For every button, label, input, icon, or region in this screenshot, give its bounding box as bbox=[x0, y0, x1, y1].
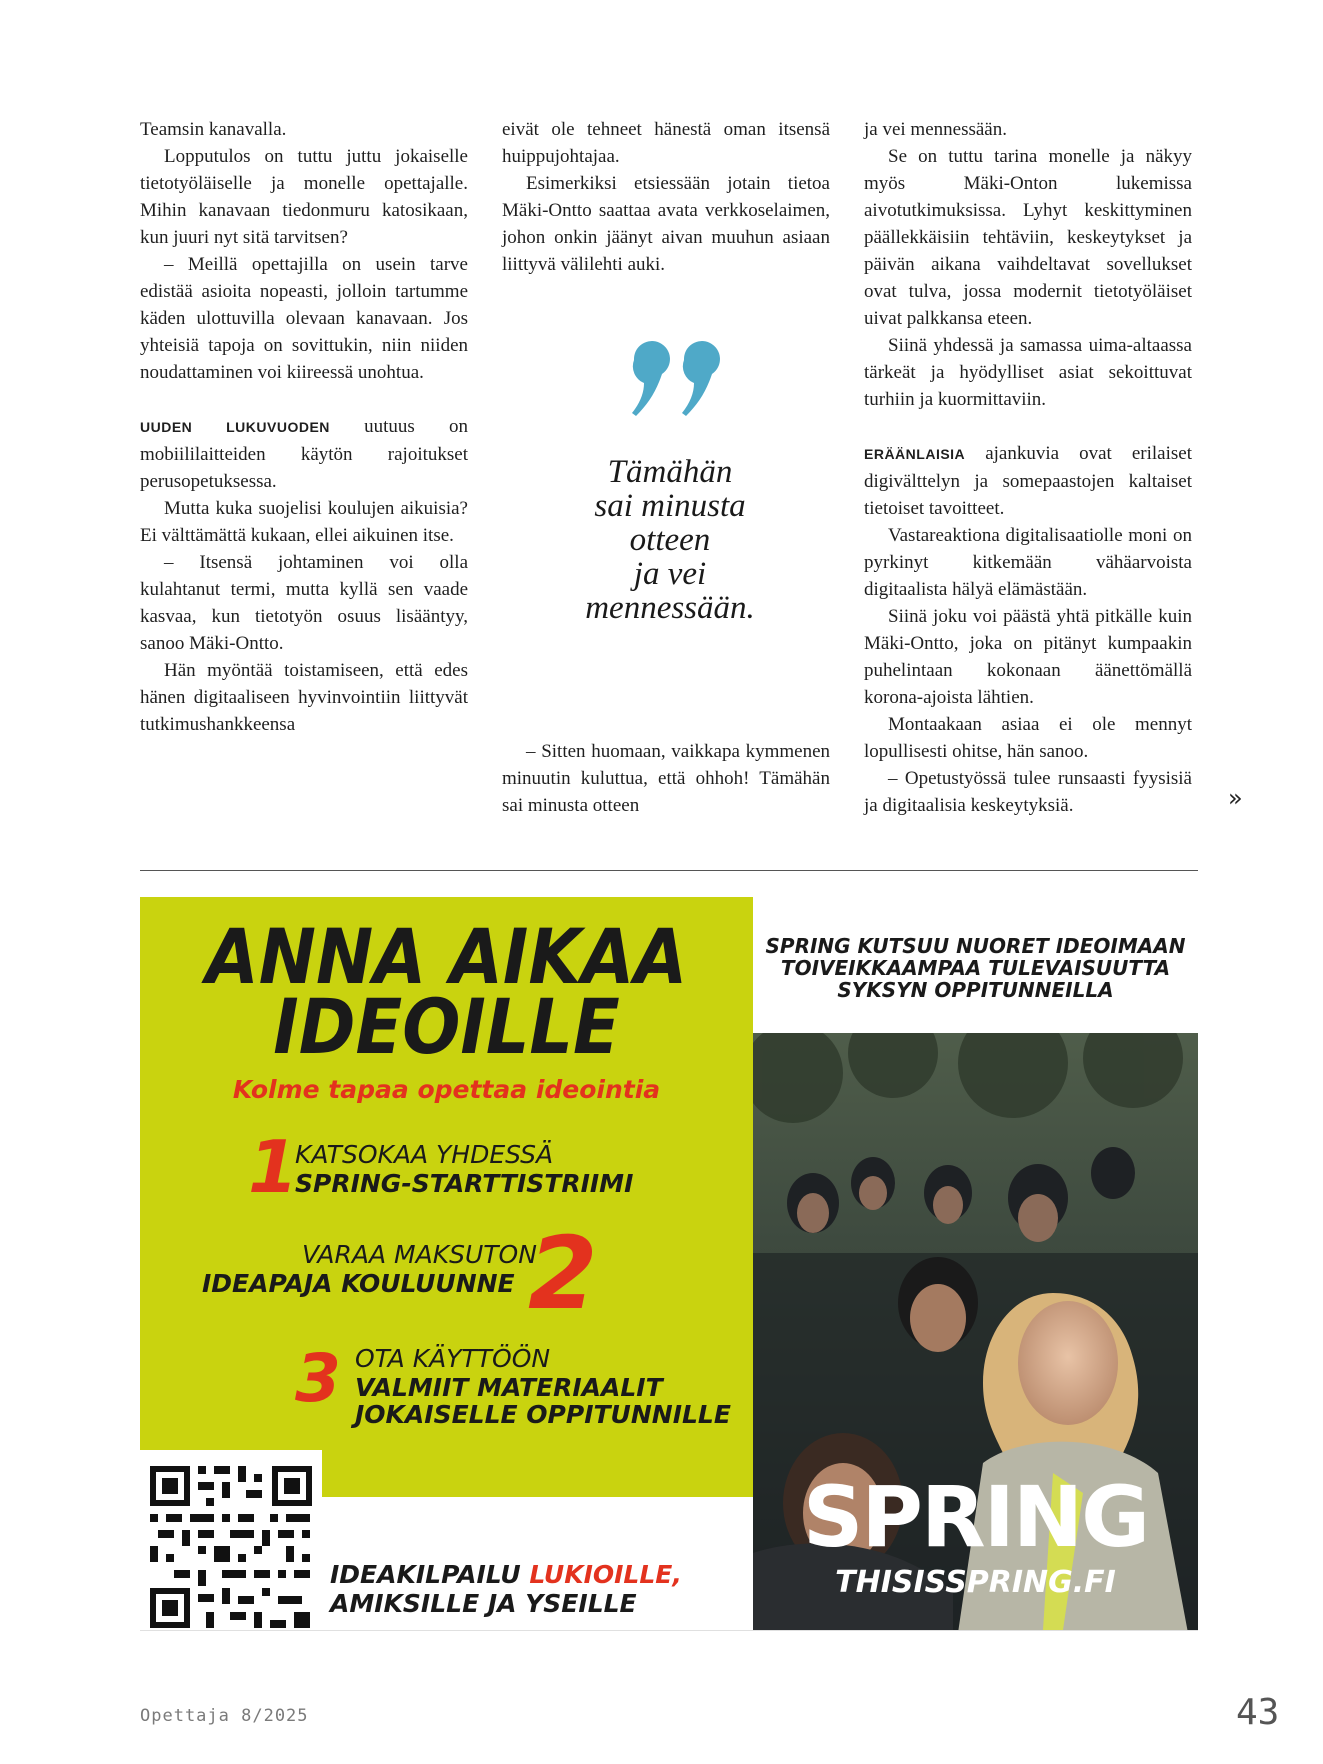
ad-right-heading-line: TOIVEIKKAAMPAA TULEVAISUUTTA bbox=[780, 956, 1171, 980]
competition-text-red: LUKIOILLE, bbox=[529, 1560, 682, 1589]
paragraph: Lopputulos on tuttu juttu jokaiselle tietotyöläiselle ja monelle opettajalle. Mihin kanavaan tiedonmuru katosikaan, kun juuri nyt sitä tarvitsen? bbox=[140, 146, 468, 248]
spring-url-link[interactable]: THISISSPRING.FI bbox=[835, 1565, 1116, 1600]
ad-title-line1: ANNA AIKAA bbox=[205, 912, 688, 1001]
magazine-issue: Opettaja 8/2025 bbox=[140, 1706, 309, 1726]
pull-quote-line: Tämähän bbox=[607, 454, 733, 490]
pull-quote-line: otteen bbox=[629, 522, 711, 558]
ad-right-heading bbox=[753, 935, 1198, 1001]
lead-in-caps: ERÄÄNLAISIA bbox=[864, 446, 966, 462]
step-line: JOKAISELLE OPPITUNNILLE bbox=[355, 1400, 731, 1429]
divider bbox=[140, 870, 1198, 871]
paragraph: Siinä joku voi päästä yhtä pitkälle kuin Mäki-Ontto, joka on pitänyt kumpaakin puhelintaan kokonaan äänettömällä korona-ajoista lähtien. bbox=[864, 606, 1192, 708]
competition-line bbox=[330, 1560, 682, 1589]
lead-in-caps: UUDEN LUKUVUODEN bbox=[140, 419, 330, 435]
paragraph: Vastareaktiona digitalisaatiolle moni on pyrkinyt kitkemään vähäarvoista digitaalista hälyä elämästään. bbox=[864, 525, 1192, 600]
paragraph: – Itsensä johtaminen voi olla kulahtanut termi, mutta kyllä sen vaade kasvaa, kun tietotyön osuus lisääntyy, sanoo Mäki-Ontto. bbox=[140, 552, 468, 654]
article-column-2 bbox=[502, 116, 830, 278]
step-line: VALMIIT MATERIAALIT bbox=[355, 1373, 663, 1402]
step-number: 1 bbox=[248, 1125, 299, 1209]
paragraph bbox=[864, 440, 1192, 522]
ad-right-heading-line: SPRING KUTSUU NUORET IDEOIMAAN bbox=[765, 934, 1186, 958]
ad-subtitle: Kolme tapaa opettaa ideointia bbox=[232, 1075, 661, 1104]
paragraph: Teamsin kanavalla. bbox=[140, 119, 287, 140]
pull-quote-line: sai minusta bbox=[594, 488, 746, 524]
ad-border bbox=[140, 1630, 1198, 1631]
continue-arrow-icon: » bbox=[1228, 784, 1243, 812]
paragraph-text: ajankuvia ovat erilaiset digivälttelyn ja somepaastojen kaltaiset tietoiset tavoitteet. bbox=[864, 443, 1192, 519]
competition-text-a: IDEAKILPAILU bbox=[330, 1560, 530, 1589]
pull-quote-line: ja vei bbox=[633, 556, 707, 592]
paragraph: – Opetustyössä tulee runsaasti fyysisiä ja digitaalisia keskeytyksiä. bbox=[864, 768, 1192, 816]
paragraph: Hän myöntää toistamiseen, että edes hänen digitaaliseen hyvinvointiin liittyvät tutkimushankkeensa bbox=[140, 660, 468, 735]
article-column-2-bottom bbox=[502, 738, 830, 819]
ad-left-panel bbox=[140, 897, 753, 1497]
ad-right-heading-line: SYKSYN OPPITUNNEILLA bbox=[837, 978, 1114, 1002]
step-line: IDEAPAJA KOULUUNNE bbox=[202, 1269, 515, 1298]
paragraph-text: uutuus on mobiililaitteiden käytön rajoitukset perusopetuksessa. bbox=[140, 416, 468, 492]
step-number: 2 bbox=[528, 1215, 598, 1332]
spring-logo: SPRING bbox=[802, 1468, 1149, 1566]
step-number: 3 bbox=[295, 1340, 341, 1417]
ad-title-line2: IDEOILLE bbox=[273, 982, 620, 1071]
paragraph: Montaakaan asiaa ei ole mennyt lopullisesti ohitse, hän sanoo. bbox=[864, 714, 1192, 762]
paragraph: – Sitten huomaan, vaikkapa kymmenen minuutin kuluttua, että ohhoh! Tämähän sai minusta otteen bbox=[502, 741, 830, 816]
page-number: 43 bbox=[1236, 1692, 1280, 1733]
paragraph: Esimerkiksi etsiessään jotain tietoa Mäki-Ontto saattaa avata verkkoselaimen, johon onkin jäänyt aivan muuhun asiaan liittyvä välilehti auki. bbox=[502, 173, 830, 275]
paragraph bbox=[140, 413, 468, 495]
qr-code-icon bbox=[140, 1450, 322, 1630]
pull-quote-line: mennessään. bbox=[585, 590, 755, 626]
paragraph: Siinä yhdessä ja samassa uima-altaassa tärkeät ja hyödylliset asiat sekoittuvat turhiin ja kuormittaviin. bbox=[864, 335, 1192, 410]
paragraph: Se on tuttu tarina monelle ja näkyy myös Mäki-Onton lukemissa aivotutkimuksissa. Lyhyt keskittyminen päällekkäisiin tehtäviin, keskeytykset ja päivän aikana vaihdeltavat sovellukset ovat tulva, jossa modernit tietotyöläiset uivat palkkansa eteen. bbox=[864, 146, 1192, 329]
step-line: VARAA MAKSUTON bbox=[302, 1240, 537, 1269]
article-column-1 bbox=[140, 116, 468, 738]
quote-mark-icon bbox=[622, 340, 732, 440]
step-line: SPRING-STARTTISTRIIMI bbox=[295, 1169, 634, 1198]
step-line: OTA KÄYTTÖÖN bbox=[355, 1344, 551, 1373]
paragraph: – Meillä opettajilla on usein tarve edistää asioita nopeasti, jolloin tartumme käden ulottuvilla olevaan kanavaan. Jos yhteisiä tapoja on sovittukin, niin niiden noudattaminen voi kiireessä unohtua. bbox=[140, 254, 468, 383]
paragraph: Mutta kuka suojelisi koulujen aikuisia? Ei välttämättä kukaan, ellei aikuinen itse. bbox=[140, 498, 468, 546]
paragraph: ja vei mennessään. bbox=[864, 119, 1007, 140]
step-line: KATSOKAA YHDESSÄ bbox=[295, 1140, 554, 1169]
paragraph: eivät ole tehneet hänestä oman itsensä huippujohtajaa. bbox=[502, 119, 830, 167]
competition-line: AMIKSILLE JA YSEILLE bbox=[330, 1589, 637, 1618]
pull-quote bbox=[530, 455, 810, 625]
qr-code[interactable] bbox=[140, 1450, 322, 1630]
competition-text bbox=[330, 1560, 682, 1618]
article-column-3 bbox=[864, 116, 1192, 819]
